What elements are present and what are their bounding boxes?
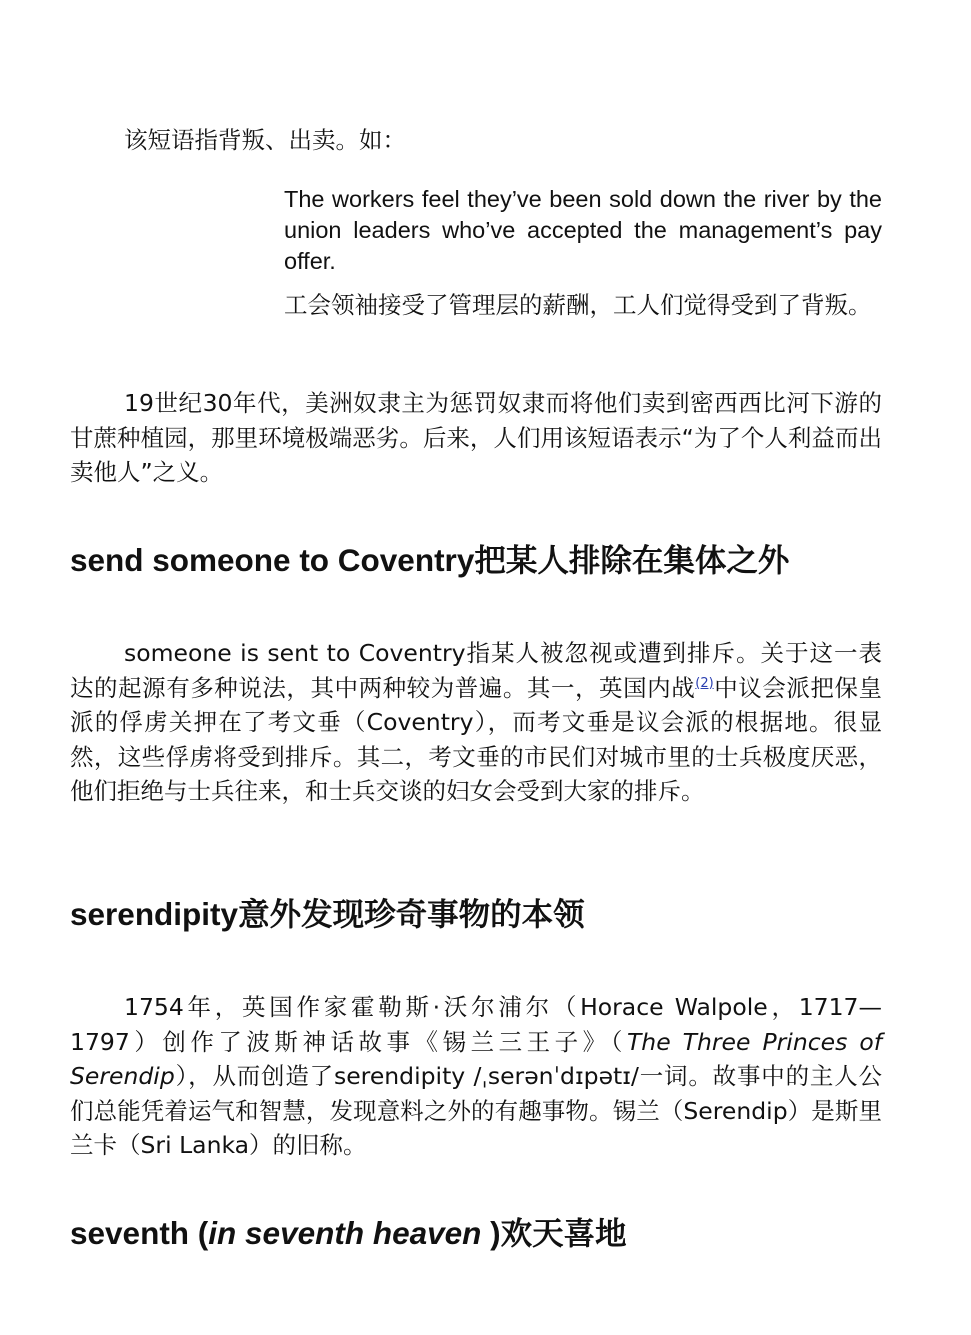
coventry-body-part1: someone is sent to Coventry指某人被忽视或遭到排斥。关于这一表达的起源有多种说法，其中两种较为普遍。其一，英国内战 [70,639,882,702]
footnote-link[interactable]: (2) [695,675,714,691]
seventh-gloss: 欢天喜地 [500,1216,627,1252]
seventh-phrase: in seventh heaven [208,1215,482,1251]
serendipity-paragraph [70,990,882,1163]
example-chinese: 工会领袖接受了管理层的薪酬，工人们觉得受到了背叛。 [284,291,872,319]
coventry-body-part2: 中议会派把保皇派的俘虏关押在了考文垂（Coventry），而考文垂是议会派的根据地。很显然，这些俘虏将受到排斥。其二，考文垂的市民们对城市里的士兵极度厌恶，他们拒绝与士兵往来，和士兵交谈的妇女会受到大家的排斥。 [70,673,883,805]
seventh-term: seventh ( [70,1215,209,1251]
coventry-heading [70,540,900,581]
serendipity-body-part2: ），从而创造了serendipity /ˌserənˈdɪpətɪ/一词。故事中的主人公们总能凭着运气和智慧，发现意料之外的有趣事物。锡兰（Serendip）是斯里兰卡（Sri Lanka）的旧称。 [70,1062,882,1159]
serendipity-term: serendipity [70,896,239,932]
origin-paragraph: 19世纪30年代，美洲奴隶主为惩罚奴隶而将他们卖到密西西比河下游的甘蔗种植园，那里环境极端恶劣。后来，人们用该短语表示“为了个人利益而出卖他人”之义。 [70,389,882,486]
serendipity-gloss: 意外发现珍奇事物的本领 [238,897,585,933]
coventry-term: send someone to Coventry [70,542,475,578]
serendipity-heading [70,894,900,935]
coventry-paragraph [70,636,882,809]
coventry-gloss: 把某人排除在集体之外 [474,543,790,579]
book-title: The Three Princes of Serendip [70,1027,882,1090]
seventh-heading [70,1213,900,1254]
intro-paragraph: 该短语指背叛、出卖。如： [124,126,406,154]
example-english: The workers feel they’ve been sold down the river by the union leaders who’ve accepted the management’s pay offer. [284,186,882,274]
seventh-close: ) [481,1215,501,1251]
serendipity-body-part1: 1754年，英国作家霍勒斯·沃尔浦尔（Horace Walpole，1717—1797）创作了波斯神话故事《锡兰三王子》（ [70,993,883,1056]
